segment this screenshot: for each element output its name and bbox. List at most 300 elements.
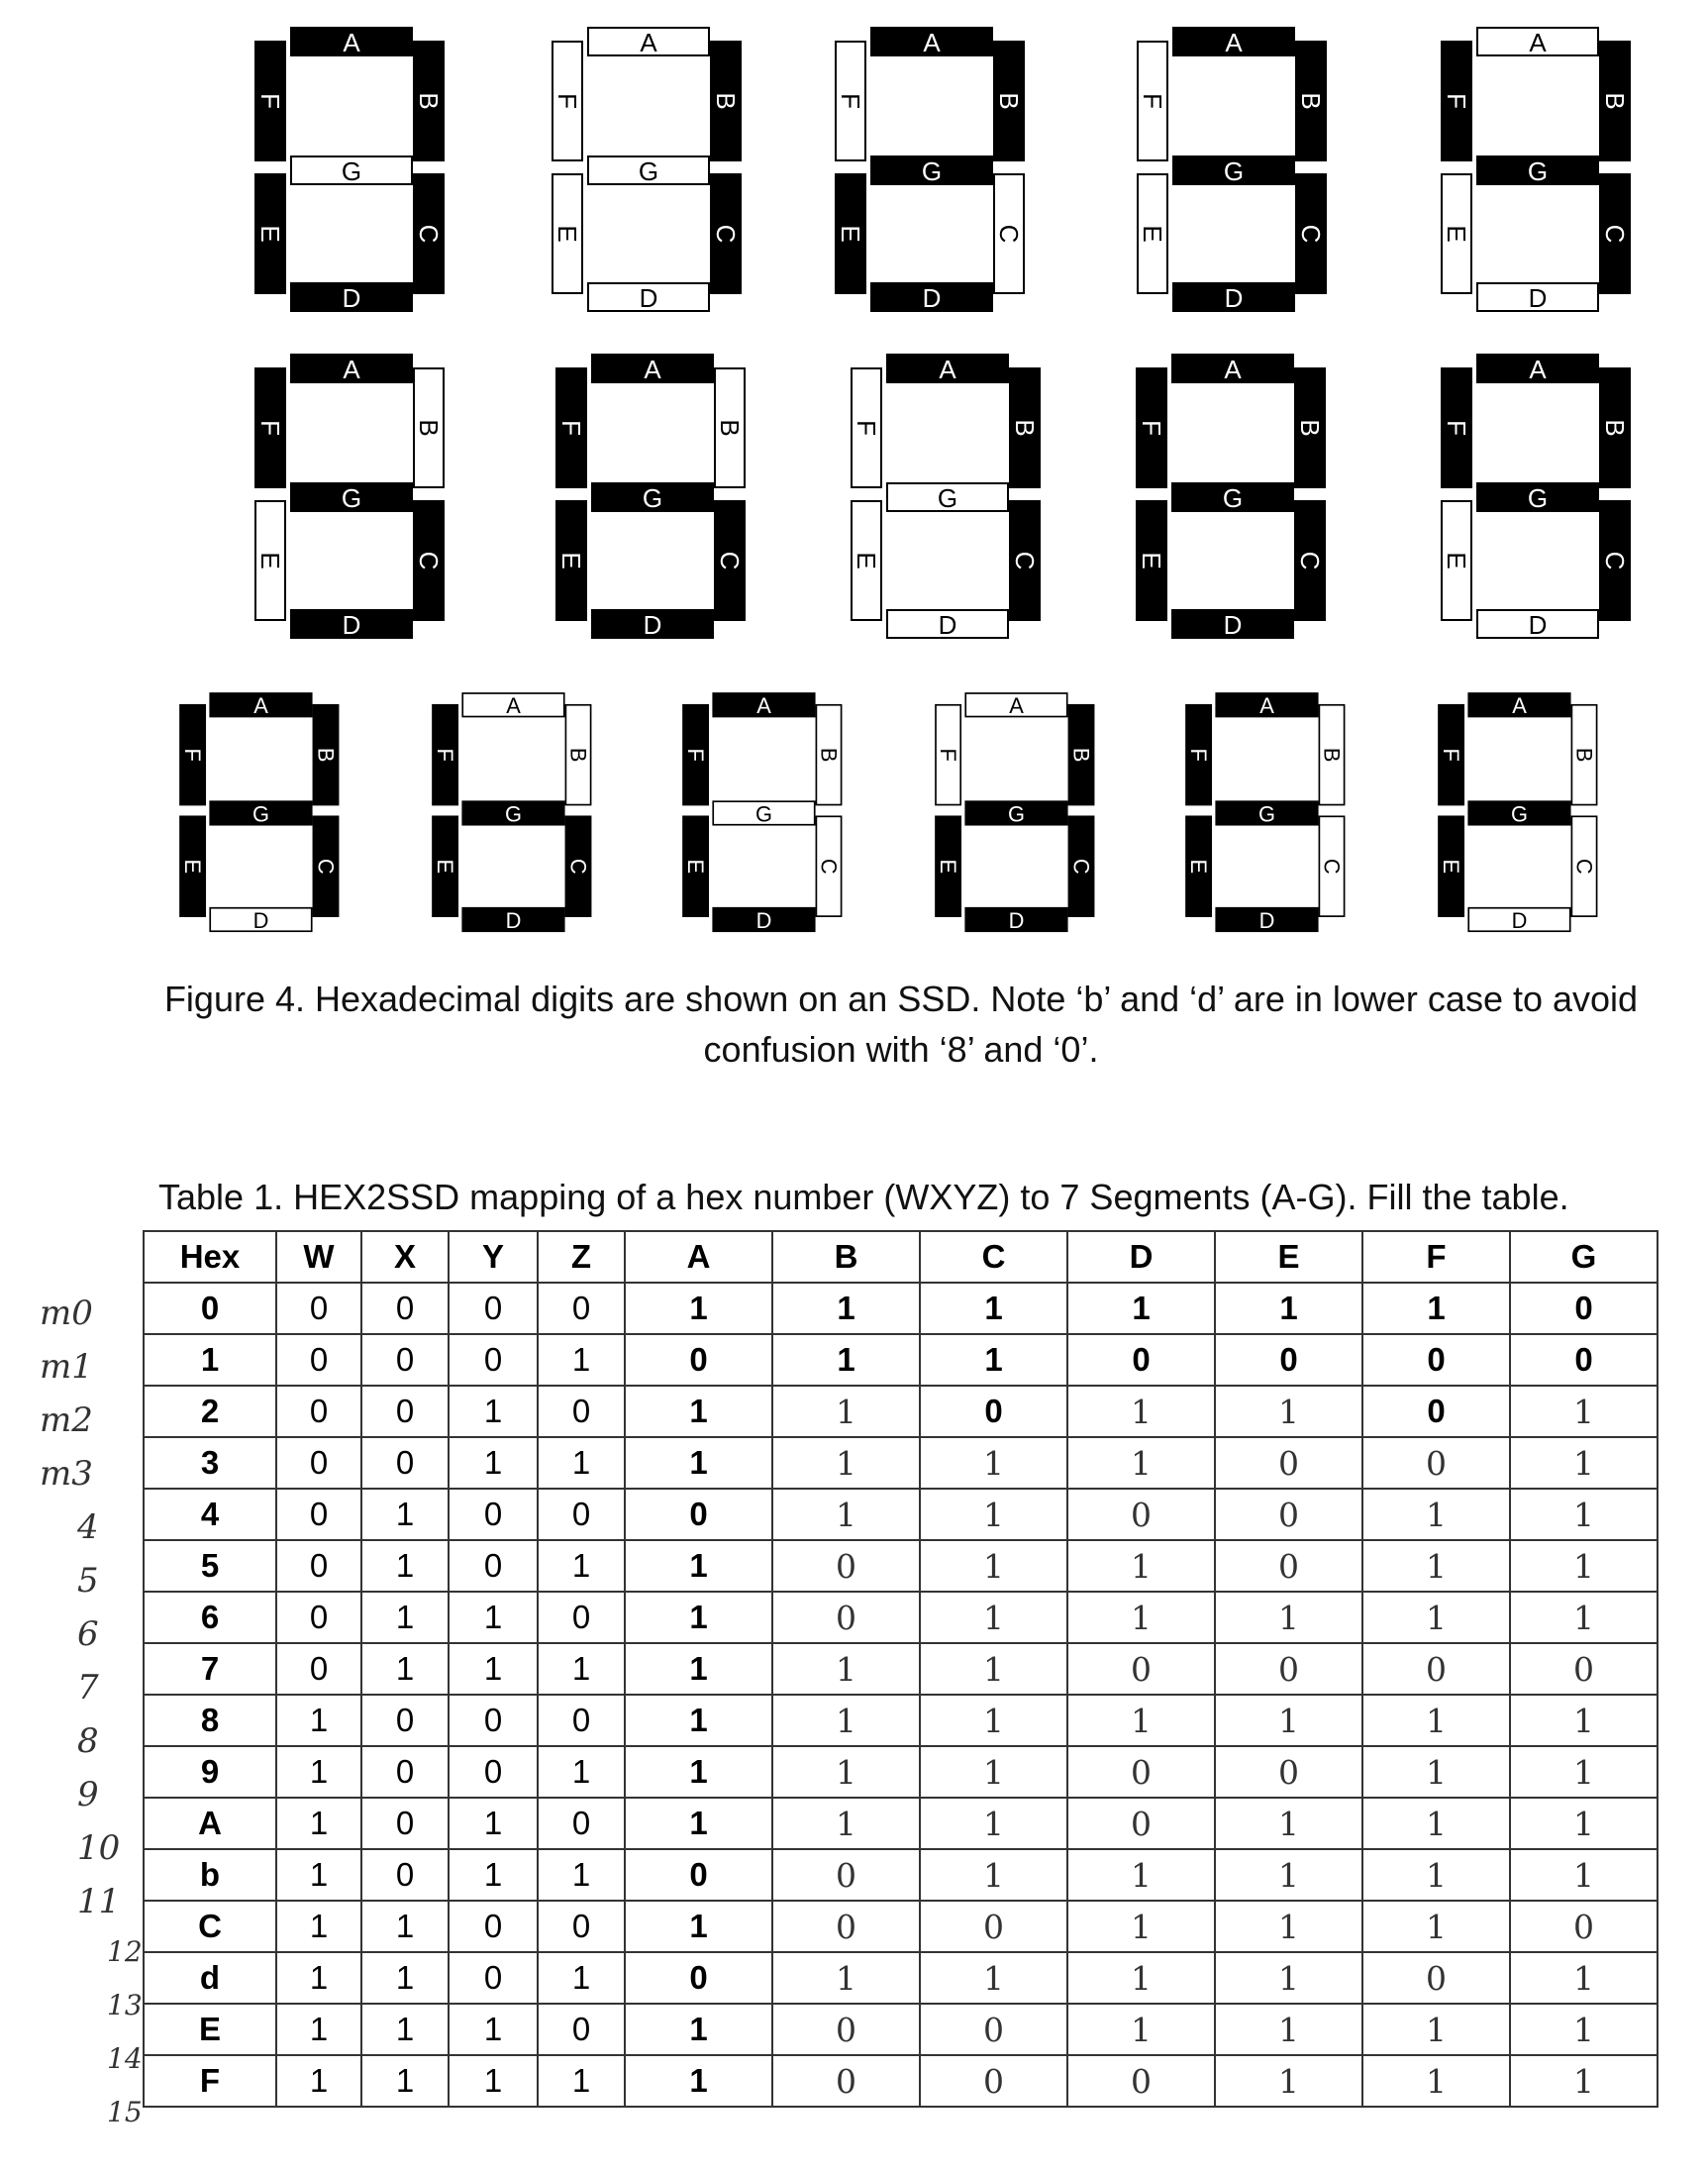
handwritten-cell-g[interactable]: 1 bbox=[1510, 1489, 1658, 1540]
handwritten-cell-f[interactable]: 1 bbox=[1362, 1798, 1510, 1849]
printed-cell-a[interactable]: 1 bbox=[625, 1901, 772, 1952]
segment-label-A: A bbox=[1529, 355, 1547, 384]
table-row bbox=[144, 1746, 1658, 1798]
segment-label-C: C bbox=[1571, 858, 1597, 875]
printed-cell-f[interactable]: 1 bbox=[1362, 1283, 1510, 1334]
segment-label-C: C bbox=[313, 858, 339, 875]
handwritten-minterm-label: 5 bbox=[77, 1561, 99, 1601]
bit-cell-y: 1 bbox=[449, 1592, 538, 1643]
printed-cell-f[interactable]: 0 bbox=[1362, 1386, 1510, 1437]
handwritten-cell-d[interactable]: 1 bbox=[1067, 1901, 1215, 1952]
hex-cell: 1 bbox=[144, 1334, 276, 1386]
segment-label-A: A bbox=[939, 355, 956, 384]
segment-label-B: B bbox=[1571, 747, 1597, 763]
handwritten-cell-e[interactable]: 1 bbox=[1215, 2055, 1362, 2107]
table-row bbox=[144, 1386, 1658, 1437]
bit-cell-y: 0 bbox=[449, 1952, 538, 2004]
handwritten-cell-b[interactable]: 0 bbox=[772, 2055, 920, 2107]
handwritten-cell-e[interactable]: 0 bbox=[1215, 1437, 1362, 1489]
segment-label-C: C bbox=[715, 551, 745, 570]
segment-label-B: B bbox=[313, 747, 339, 763]
bit-cell-z: 0 bbox=[538, 1592, 625, 1643]
handwritten-cell-c[interactable]: 1 bbox=[920, 1592, 1067, 1643]
segment-label-F: F bbox=[683, 748, 709, 762]
handwritten-cell-f[interactable]: 1 bbox=[1362, 2004, 1510, 2055]
printed-cell-a[interactable]: 1 bbox=[625, 1643, 772, 1695]
segment-label-A: A bbox=[1529, 28, 1547, 57]
segment-label-G: G bbox=[1257, 801, 1275, 827]
segment-label-G: G bbox=[754, 801, 772, 827]
segment-label-F: F bbox=[1439, 748, 1464, 762]
hex-cell: 6 bbox=[144, 1592, 276, 1643]
handwritten-cell-g[interactable]: 1 bbox=[1510, 2055, 1658, 2107]
printed-cell-b[interactable]: 1 bbox=[772, 1334, 920, 1386]
segment-label-G: G bbox=[504, 801, 522, 827]
segment-label-D: D bbox=[252, 907, 269, 933]
handwritten-minterm-label: 12 bbox=[107, 1935, 143, 1968]
segment-label-G: G bbox=[341, 483, 362, 513]
segment-label-F: F bbox=[852, 420, 881, 436]
segment-label-B: B bbox=[816, 747, 842, 763]
printed-cell-a[interactable]: 1 bbox=[625, 1592, 772, 1643]
ssd-digit-3 bbox=[1138, 28, 1326, 313]
ssd-digit-7 bbox=[852, 355, 1040, 640]
segment-label-A: A bbox=[1225, 28, 1243, 57]
bit-cell-x: 1 bbox=[361, 2055, 449, 2107]
printed-cell-d[interactable]: 1 bbox=[1067, 1283, 1215, 1334]
hex-cell: 8 bbox=[144, 1695, 276, 1746]
handwritten-cell-e[interactable]: 0 bbox=[1215, 1489, 1362, 1540]
handwritten-cell-b[interactable]: 1 bbox=[772, 1386, 920, 1437]
table-row bbox=[144, 1643, 1658, 1695]
handwritten-cell-b[interactable]: 1 bbox=[772, 1437, 920, 1489]
bit-cell-y: 0 bbox=[449, 1746, 538, 1798]
segment-label-G: G bbox=[1510, 801, 1528, 827]
printed-cell-f[interactable]: 0 bbox=[1362, 1334, 1510, 1386]
bit-cell-x: 1 bbox=[361, 1592, 449, 1643]
handwritten-cell-d[interactable]: 1 bbox=[1067, 2004, 1215, 2055]
hex-cell: 7 bbox=[144, 1643, 276, 1695]
handwritten-cell-c[interactable]: 1 bbox=[920, 1695, 1067, 1746]
handwritten-cell-f[interactable]: 0 bbox=[1362, 1437, 1510, 1489]
handwritten-cell-f[interactable]: 1 bbox=[1362, 1746, 1510, 1798]
handwritten-cell-g[interactable]: 1 bbox=[1510, 2004, 1658, 2055]
bit-cell-y: 0 bbox=[449, 1489, 538, 1540]
bit-cell-z: 0 bbox=[538, 1283, 625, 1334]
segment-label-B: B bbox=[565, 747, 591, 763]
handwritten-cell-f[interactable]: 1 bbox=[1362, 1901, 1510, 1952]
bit-cell-x: 0 bbox=[361, 1849, 449, 1901]
ssd-digit-6 bbox=[556, 355, 745, 640]
handwritten-cell-g[interactable]: 1 bbox=[1510, 1437, 1658, 1489]
segment-label-E: E bbox=[433, 859, 458, 875]
handwritten-cell-b[interactable]: 1 bbox=[772, 1643, 920, 1695]
bit-cell-y: 0 bbox=[449, 1334, 538, 1386]
segment-label-G: G bbox=[1527, 156, 1549, 186]
segment-label-A: A bbox=[644, 355, 661, 384]
handwritten-cell-e[interactable]: 1 bbox=[1215, 1901, 1362, 1952]
printed-cell-c[interactable]: 1 bbox=[920, 1334, 1067, 1386]
bit-cell-x: 1 bbox=[361, 1489, 449, 1540]
segment-label-C: C bbox=[994, 224, 1024, 244]
bit-cell-y: 0 bbox=[449, 1283, 538, 1334]
handwritten-cell-f[interactable]: 0 bbox=[1362, 1643, 1510, 1695]
segment-label-E: E bbox=[836, 225, 865, 243]
bit-cell-y: 0 bbox=[449, 1901, 538, 1952]
printed-cell-a[interactable]: 0 bbox=[625, 1849, 772, 1901]
printed-cell-a[interactable]: 0 bbox=[625, 1952, 772, 2004]
handwritten-cell-d[interactable]: 1 bbox=[1067, 1540, 1215, 1592]
handwritten-cell-c[interactable]: 1 bbox=[920, 1798, 1067, 1849]
bit-cell-z: 1 bbox=[538, 1952, 625, 2004]
segment-label-G: G bbox=[937, 483, 958, 513]
bit-cell-w: 0 bbox=[276, 1592, 361, 1643]
table-row bbox=[144, 1489, 1658, 1540]
header-hex: Hex bbox=[144, 1231, 276, 1283]
segment-label-A: A bbox=[756, 693, 771, 719]
handwritten-cell-b[interactable]: 1 bbox=[772, 1695, 920, 1746]
handwritten-minterm-label: m0 bbox=[40, 1294, 93, 1333]
bit-cell-y: 1 bbox=[449, 1798, 538, 1849]
bit-cell-x: 1 bbox=[361, 1952, 449, 2004]
handwritten-cell-f[interactable]: 1 bbox=[1362, 1540, 1510, 1592]
handwritten-cell-g[interactable]: 1 bbox=[1510, 1849, 1658, 1901]
segment-label-B: B bbox=[1319, 747, 1345, 763]
segment-label-E: E bbox=[936, 859, 961, 875]
segment-label-D: D bbox=[342, 283, 361, 313]
table-row bbox=[144, 1592, 1658, 1643]
handwritten-minterm-label: m3 bbox=[40, 1454, 93, 1494]
handwritten-cell-g[interactable]: 1 bbox=[1510, 1540, 1658, 1592]
handwritten-cell-b[interactable]: 0 bbox=[772, 1592, 920, 1643]
segment-label-E: E bbox=[556, 552, 586, 569]
bit-cell-z: 0 bbox=[538, 1489, 625, 1540]
printed-cell-a[interactable]: 1 bbox=[625, 2004, 772, 2055]
segment-label-A: A bbox=[640, 28, 657, 57]
handwritten-cell-g[interactable]: 1 bbox=[1510, 1592, 1658, 1643]
printed-cell-a[interactable]: 1 bbox=[625, 1746, 772, 1798]
handwritten-cell-b[interactable]: 1 bbox=[772, 1798, 920, 1849]
bit-cell-z: 1 bbox=[538, 1540, 625, 1592]
header-c: C bbox=[920, 1231, 1067, 1283]
handwritten-cell-e[interactable]: 0 bbox=[1215, 1643, 1362, 1695]
segment-label-D: D bbox=[505, 907, 522, 933]
ssd-digit-E bbox=[1186, 693, 1345, 933]
hex-cell: 9 bbox=[144, 1746, 276, 1798]
bit-cell-z: 0 bbox=[538, 1901, 625, 1952]
handwritten-cell-g[interactable]: 0 bbox=[1510, 1901, 1658, 1952]
segment-label-C: C bbox=[414, 224, 444, 244]
segment-label-D: D bbox=[1528, 610, 1548, 640]
handwritten-cell-g[interactable]: 1 bbox=[1510, 1952, 1658, 2004]
segment-label-C: C bbox=[1296, 224, 1326, 244]
handwritten-cell-c[interactable]: 1 bbox=[920, 1849, 1067, 1901]
segment-label-C: C bbox=[816, 858, 842, 875]
bit-cell-x: 0 bbox=[361, 1334, 449, 1386]
bit-cell-y: 1 bbox=[449, 1386, 538, 1437]
segment-label-D: D bbox=[1258, 907, 1275, 933]
segment-label-A: A bbox=[1009, 693, 1024, 719]
table-row bbox=[144, 1283, 1658, 1334]
segment-label-G: G bbox=[1223, 156, 1245, 186]
printed-cell-a[interactable]: 0 bbox=[625, 1489, 772, 1540]
ssd-digit-9 bbox=[1442, 355, 1630, 640]
header-g: G bbox=[1510, 1231, 1658, 1283]
handwritten-cell-c[interactable]: 0 bbox=[920, 2004, 1067, 2055]
handwritten-cell-b[interactable]: 0 bbox=[772, 1849, 920, 1901]
handwritten-cell-f[interactable]: 1 bbox=[1362, 1695, 1510, 1746]
handwritten-minterm-label: 15 bbox=[107, 2096, 143, 2128]
handwritten-cell-e[interactable]: 1 bbox=[1215, 1592, 1362, 1643]
handwritten-cell-b[interactable]: 0 bbox=[772, 1901, 920, 1952]
segment-label-D: D bbox=[643, 610, 662, 640]
segment-label-C: C bbox=[1010, 551, 1040, 570]
segment-label-C: C bbox=[414, 551, 444, 570]
segment-label-F: F bbox=[936, 748, 961, 762]
printed-cell-a[interactable]: 1 bbox=[625, 2055, 772, 2107]
bit-cell-w: 1 bbox=[276, 1849, 361, 1901]
segment-label-G: G bbox=[1527, 483, 1549, 513]
segment-label-F: F bbox=[553, 93, 582, 109]
handwritten-cell-e[interactable]: 0 bbox=[1215, 1540, 1362, 1592]
ssd-digits-figure bbox=[0, 0, 1708, 971]
table-row bbox=[144, 1849, 1658, 1901]
printed-cell-e[interactable]: 0 bbox=[1215, 1334, 1362, 1386]
segment-label-B: B bbox=[711, 92, 741, 110]
handwritten-cell-d[interactable]: 0 bbox=[1067, 1643, 1215, 1695]
handwritten-cell-e[interactable]: 1 bbox=[1215, 1849, 1362, 1901]
printed-cell-a[interactable]: 1 bbox=[625, 1386, 772, 1437]
handwritten-cell-g[interactable]: 1 bbox=[1510, 1695, 1658, 1746]
handwritten-cell-d[interactable]: 1 bbox=[1067, 1849, 1215, 1901]
handwritten-minterm-label: 13 bbox=[107, 1989, 143, 2021]
segment-label-C: C bbox=[711, 224, 741, 244]
handwritten-cell-d[interactable]: 0 bbox=[1067, 1489, 1215, 1540]
handwritten-minterm-label: 10 bbox=[77, 1828, 121, 1868]
segment-label-A: A bbox=[253, 693, 268, 719]
bit-cell-y: 1 bbox=[449, 1643, 538, 1695]
hex-cell: 3 bbox=[144, 1437, 276, 1489]
handwritten-cell-g[interactable]: 1 bbox=[1510, 1386, 1658, 1437]
handwritten-cell-e[interactable]: 1 bbox=[1215, 1695, 1362, 1746]
handwritten-cell-f[interactable]: 1 bbox=[1362, 1592, 1510, 1643]
handwritten-minterm-label: m2 bbox=[40, 1400, 93, 1440]
printed-cell-a[interactable]: 1 bbox=[625, 1540, 772, 1592]
printed-cell-a[interactable]: 1 bbox=[625, 1695, 772, 1746]
printed-cell-a[interactable]: 1 bbox=[625, 1437, 772, 1489]
bit-cell-y: 1 bbox=[449, 1849, 538, 1901]
printed-cell-d[interactable]: 0 bbox=[1067, 1334, 1215, 1386]
segment-label-F: F bbox=[255, 420, 285, 436]
handwritten-minterm-label: 11 bbox=[77, 1882, 121, 1921]
segment-label-B: B bbox=[1295, 419, 1325, 437]
segment-label-D: D bbox=[1511, 907, 1528, 933]
printed-cell-a[interactable]: 0 bbox=[625, 1334, 772, 1386]
handwritten-minterm-label: 8 bbox=[77, 1721, 99, 1761]
bit-cell-y: 0 bbox=[449, 1540, 538, 1592]
printed-cell-g[interactable]: 0 bbox=[1510, 1334, 1658, 1386]
handwritten-cell-b[interactable]: 1 bbox=[772, 1489, 920, 1540]
printed-cell-c[interactable]: 1 bbox=[920, 1283, 1067, 1334]
segment-label-B: B bbox=[414, 92, 444, 110]
handwritten-cell-e[interactable]: 1 bbox=[1215, 2004, 1362, 2055]
printed-cell-b[interactable]: 1 bbox=[772, 1283, 920, 1334]
table-row bbox=[144, 1437, 1658, 1489]
bit-cell-w: 1 bbox=[276, 2055, 361, 2107]
printed-cell-a[interactable]: 1 bbox=[625, 1283, 772, 1334]
ssd-digit-0 bbox=[255, 28, 444, 313]
handwritten-cell-f[interactable]: 0 bbox=[1362, 1952, 1510, 2004]
handwritten-cell-d[interactable]: 0 bbox=[1067, 1746, 1215, 1798]
table-row bbox=[144, 1540, 1658, 1592]
segment-label-C: C bbox=[1319, 858, 1345, 875]
segment-label-E: E bbox=[180, 859, 206, 875]
ssd-digit-4 bbox=[1442, 28, 1630, 313]
printed-cell-c[interactable]: 0 bbox=[920, 1386, 1067, 1437]
bit-cell-w: 1 bbox=[276, 2004, 361, 2055]
segment-label-D: D bbox=[1008, 907, 1025, 933]
hex2ssd-table bbox=[143, 1230, 1658, 2108]
bit-cell-y: 1 bbox=[449, 2004, 538, 2055]
table-row bbox=[144, 1334, 1658, 1386]
handwritten-cell-e[interactable]: 1 bbox=[1215, 1386, 1362, 1437]
handwritten-cell-b[interactable]: 0 bbox=[772, 1540, 920, 1592]
handwritten-cell-d[interactable]: 1 bbox=[1067, 1437, 1215, 1489]
handwritten-minterm-label: 7 bbox=[77, 1668, 99, 1708]
segment-label-G: G bbox=[921, 156, 943, 186]
table-row bbox=[144, 1952, 1658, 2004]
handwritten-cell-c[interactable]: 1 bbox=[920, 1437, 1067, 1489]
bit-cell-w: 1 bbox=[276, 1798, 361, 1849]
table-caption: Table 1. HEX2SSD mapping of a hex number (WXYZ) to 7 Segments (A-G). Fill the table. bbox=[158, 1177, 1569, 1217]
handwritten-cell-c[interactable]: 1 bbox=[920, 1489, 1067, 1540]
segment-label-C: C bbox=[1068, 858, 1094, 875]
hex-cell: C bbox=[144, 1901, 276, 1952]
handwritten-cell-c[interactable]: 1 bbox=[920, 1746, 1067, 1798]
hex-cell: F bbox=[144, 2055, 276, 2107]
segment-label-F: F bbox=[556, 420, 586, 436]
handwritten-cell-d[interactable]: 0 bbox=[1067, 1798, 1215, 1849]
printed-cell-a[interactable]: 1 bbox=[625, 1798, 772, 1849]
bit-cell-z: 0 bbox=[538, 2004, 625, 2055]
hex-cell: A bbox=[144, 1798, 276, 1849]
handwritten-cell-b[interactable]: 0 bbox=[772, 2004, 920, 2055]
segment-label-G: G bbox=[638, 156, 659, 186]
handwritten-cell-g[interactable]: 1 bbox=[1510, 1798, 1658, 1849]
segment-label-E: E bbox=[1137, 552, 1166, 569]
bit-cell-z: 1 bbox=[538, 2055, 625, 2107]
handwritten-cell-b[interactable]: 1 bbox=[772, 1746, 920, 1798]
segment-label-E: E bbox=[1439, 859, 1464, 875]
handwritten-cell-d[interactable]: 1 bbox=[1067, 1952, 1215, 2004]
segment-label-E: E bbox=[1138, 225, 1167, 243]
printed-cell-g[interactable]: 0 bbox=[1510, 1283, 1658, 1334]
handwritten-cell-c[interactable]: 1 bbox=[920, 1643, 1067, 1695]
handwritten-cell-d[interactable]: 0 bbox=[1067, 2055, 1215, 2107]
header-a: A bbox=[625, 1231, 772, 1283]
handwritten-cell-c[interactable]: 1 bbox=[920, 1540, 1067, 1592]
header-b: B bbox=[772, 1231, 920, 1283]
printed-cell-e[interactable]: 1 bbox=[1215, 1283, 1362, 1334]
segment-label-D: D bbox=[342, 610, 361, 640]
bit-cell-z: 0 bbox=[538, 1695, 625, 1746]
segment-label-E: E bbox=[255, 225, 285, 243]
hex-cell: b bbox=[144, 1849, 276, 1901]
handwritten-cell-c[interactable]: 0 bbox=[920, 1901, 1067, 1952]
segment-label-F: F bbox=[433, 748, 458, 762]
segment-label-A: A bbox=[1259, 693, 1274, 719]
bit-cell-x: 0 bbox=[361, 1695, 449, 1746]
handwritten-cell-g[interactable]: 0 bbox=[1510, 1643, 1658, 1695]
handwritten-cell-f[interactable]: 1 bbox=[1362, 1489, 1510, 1540]
segment-label-A: A bbox=[506, 693, 521, 719]
segment-label-C: C bbox=[1295, 551, 1325, 570]
handwritten-cell-e[interactable]: 1 bbox=[1215, 1798, 1362, 1849]
header-x: X bbox=[361, 1231, 449, 1283]
handwritten-cell-c[interactable]: 1 bbox=[920, 1952, 1067, 2004]
handwritten-cell-g[interactable]: 1 bbox=[1510, 1746, 1658, 1798]
bit-cell-z: 0 bbox=[538, 1386, 625, 1437]
handwritten-cell-d[interactable]: 1 bbox=[1067, 1695, 1215, 1746]
handwritten-cell-c[interactable]: 0 bbox=[920, 2055, 1067, 2107]
handwritten-cell-e[interactable]: 0 bbox=[1215, 1746, 1362, 1798]
segment-label-E: E bbox=[683, 859, 709, 875]
segment-label-D: D bbox=[639, 283, 658, 313]
handwritten-cell-d[interactable]: 1 bbox=[1067, 1386, 1215, 1437]
bit-cell-w: 0 bbox=[276, 1643, 361, 1695]
table-row bbox=[144, 2004, 1658, 2055]
segment-label-F: F bbox=[1186, 748, 1212, 762]
handwritten-minterm-label: 4 bbox=[77, 1507, 99, 1547]
handwritten-cell-f[interactable]: 1 bbox=[1362, 1849, 1510, 1901]
hex-cell: d bbox=[144, 1952, 276, 2004]
handwritten-cell-f[interactable]: 1 bbox=[1362, 2055, 1510, 2107]
segment-label-D: D bbox=[1223, 610, 1243, 640]
segment-label-E: E bbox=[1442, 225, 1471, 243]
handwritten-minterm-label: 9 bbox=[77, 1775, 99, 1814]
handwritten-cell-b[interactable]: 1 bbox=[772, 1952, 920, 2004]
handwritten-cell-d[interactable]: 1 bbox=[1067, 1592, 1215, 1643]
segment-label-F: F bbox=[1442, 93, 1471, 109]
segment-label-B: B bbox=[1068, 747, 1094, 763]
segment-label-A: A bbox=[923, 28, 941, 57]
segment-label-B: B bbox=[1600, 419, 1630, 437]
bit-cell-x: 1 bbox=[361, 1540, 449, 1592]
ssd-digit-5 bbox=[255, 355, 444, 640]
bit-cell-w: 0 bbox=[276, 1386, 361, 1437]
handwritten-cell-e[interactable]: 1 bbox=[1215, 1952, 1362, 2004]
segment-label-D: D bbox=[922, 283, 942, 313]
segment-label-F: F bbox=[1137, 420, 1166, 436]
segment-label-E: E bbox=[1186, 859, 1212, 875]
segment-label-B: B bbox=[1010, 419, 1040, 437]
ssd-digit-8 bbox=[1137, 355, 1325, 640]
header-w: W bbox=[276, 1231, 361, 1283]
ssd-digit-A bbox=[180, 693, 339, 933]
segment-label-D: D bbox=[755, 907, 772, 933]
segment-label-F: F bbox=[836, 93, 865, 109]
bit-cell-z: 1 bbox=[538, 1437, 625, 1489]
table-row bbox=[144, 1901, 1658, 1952]
bit-cell-x: 0 bbox=[361, 1746, 449, 1798]
segment-label-E: E bbox=[852, 552, 881, 569]
segment-label-E: E bbox=[1442, 552, 1471, 569]
ssd-digit-1 bbox=[553, 28, 741, 313]
bit-cell-w: 1 bbox=[276, 1952, 361, 2004]
hex-cell: 2 bbox=[144, 1386, 276, 1437]
segment-label-G: G bbox=[642, 483, 663, 513]
segment-label-D: D bbox=[938, 610, 957, 640]
